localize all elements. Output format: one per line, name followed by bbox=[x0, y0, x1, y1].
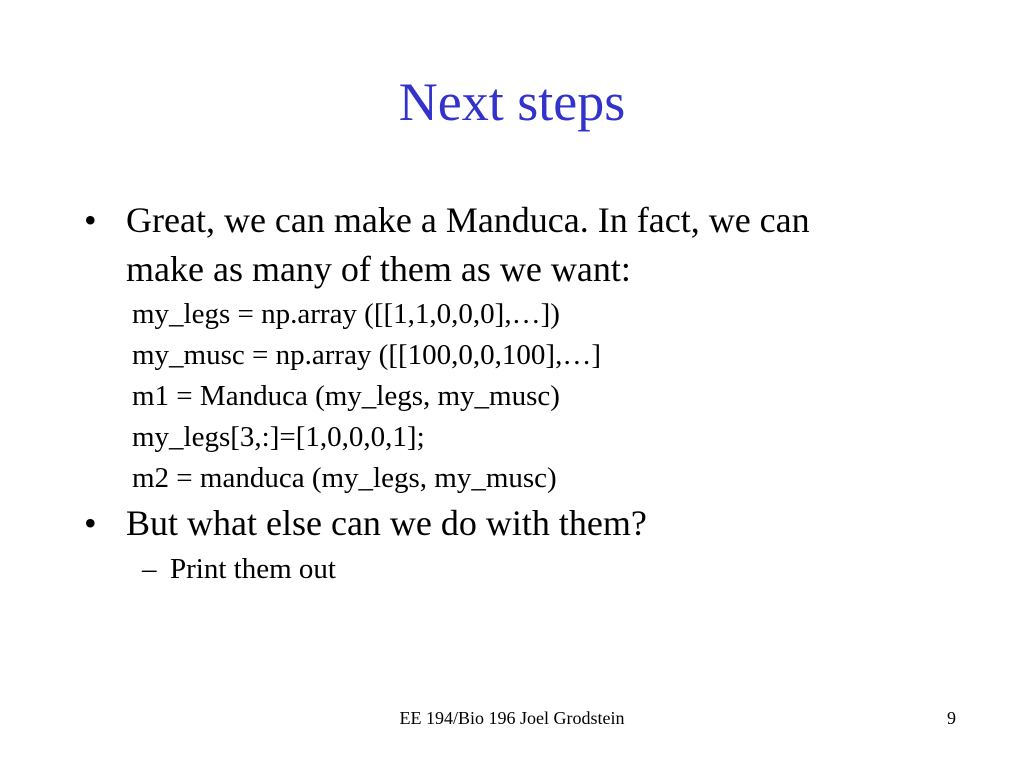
bullet-text-line: Great, we can make a Manduca. In fact, we can bbox=[126, 200, 810, 240]
sub-bullet-item bbox=[84, 548, 964, 591]
page-number: 9 bbox=[947, 708, 956, 728]
code-line: my_musc = np.array ([[100,0,0,100],…] bbox=[132, 339, 601, 371]
bullet-item-manduca bbox=[84, 196, 964, 294]
bullet-dot-icon: • bbox=[84, 503, 97, 543]
code-block bbox=[84, 294, 964, 499]
slide-content bbox=[84, 196, 964, 591]
bullet-dot-icon: • bbox=[84, 200, 97, 240]
bullet-item-what-else bbox=[84, 499, 964, 548]
sub-bullet-text: Print them out bbox=[170, 553, 336, 585]
code-line: m1 = Manduca (my_legs, my_musc) bbox=[132, 380, 560, 412]
bullet-text-line: But what else can we do with them? bbox=[126, 503, 647, 543]
bullet-text-line: make as many of them as we want: bbox=[126, 249, 631, 289]
footer-text: EE 194/Bio 196 Joel Grodstein bbox=[399, 708, 625, 728]
slide-title: Next steps bbox=[398, 72, 626, 132]
code-line: m2 = manduca (my_legs, my_musc) bbox=[132, 462, 557, 494]
dash-icon: – bbox=[142, 553, 157, 585]
code-line: my_legs[3,:]=[1,0,0,0,1]; bbox=[132, 421, 425, 453]
code-line: my_legs = np.array ([[1,1,0,0,0],…]) bbox=[132, 298, 560, 330]
